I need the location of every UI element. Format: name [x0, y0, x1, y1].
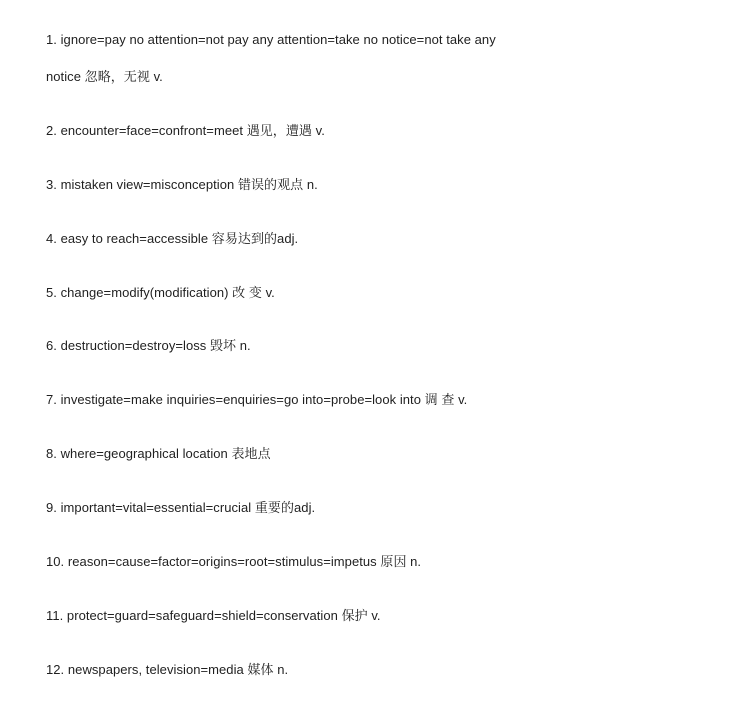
entry-1-line-2: notice 忽略，无视 v. [46, 69, 163, 84]
entry-6: 6. destruction=destroy=loss 毁坏 n. [46, 338, 251, 353]
entry-1-line-1: 1. ignore=pay no attention=not pay any attention=take no notice=not take any [46, 32, 496, 47]
entry-7: 7. investigate=make inquiries=enquiries=go into=probe=look into 调 查 v. [46, 392, 468, 407]
entry-2: 2. encounter=face=confront=meet 遇见，遭遇 v. [46, 123, 325, 138]
entry-10: 10. reason=cause=factor=origins=root=stimulus=impetus 原因 n. [46, 554, 422, 569]
entry-8: 8. where=geographical location 表地点 [46, 446, 271, 461]
entry-11: 11. protect=guard=safeguard=shield=conservation 保护 v. [46, 608, 381, 623]
entry-9: 9. important=vital=essential=crucial 重要的adj. [46, 500, 316, 515]
entry-3: 3. mistaken view=misconception 错误的观点 n. [46, 177, 318, 192]
entry-12: 12. newspapers, television=media 媒体 n. [46, 662, 289, 677]
entry-5: 5. change=modify(modification) 改 变 v. [46, 285, 275, 300]
entry-4: 4. easy to reach=accessible 容易达到的adj. [46, 231, 299, 246]
